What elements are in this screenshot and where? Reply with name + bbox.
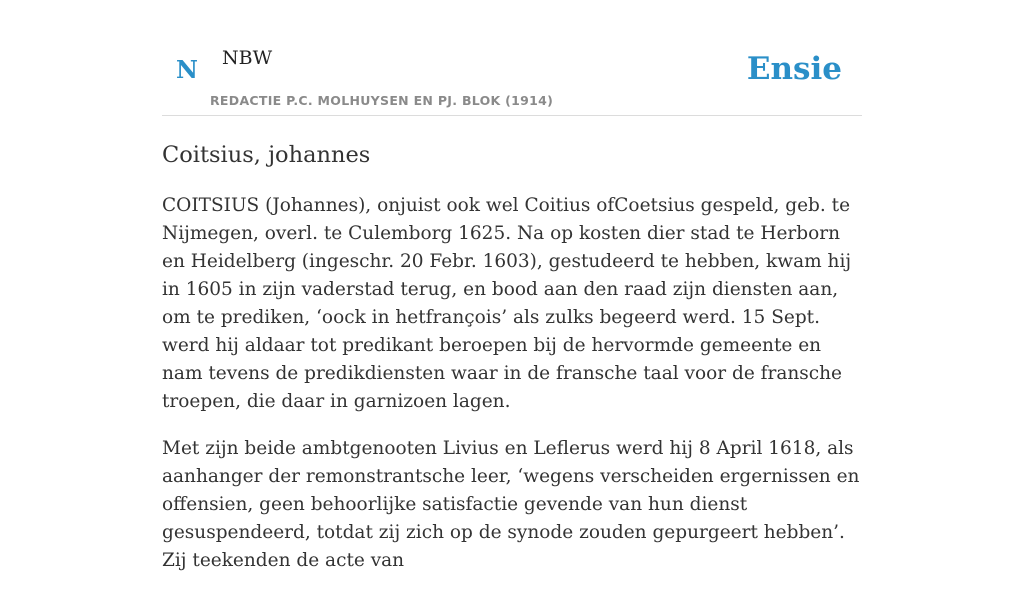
brand-logo[interactable]: Ensie — [746, 51, 842, 87]
article-body — [162, 192, 862, 594]
article-paragraph: COITSIUS (Johannes), onjuist ook wel Coitius ofCoetsius gespeld, geb. te Nijmegen, overl. te Culemborg 1625. Na op kosten dier stad te Herborn en Heidelberg (ingeschr. 20 Febr. 1603), gestudeerd te hebben, kwam hij in 1605 in zijn vaderstad terug, en bood aan den raad zijn diensten aan, om te prediken, ‘oock in hetfrançois’ als zulks begeerd werd. 15 Sept. werd hij aldaar tot predikant beroepen bij de hervormde gemeente en nam tevens de predikdiensten waar in de fransche taal voor de fransche troepen, die daar in garnizoen lagen. — [162, 195, 852, 412]
source-subtitle: REDACTIE P.C. MOLHUYSEN EN PJ. BLOK (1914) — [210, 93, 554, 108]
header — [162, 0, 862, 116]
article-title: Coitsius, johannes — [162, 142, 371, 168]
article-paragraph: Met zijn beide ambtgenooten Livius en Leflerus werd hij 8 April 1618, als aanhanger der remonstrantsche leer, ‘wegens verscheiden ergernissen en offensien, geen behoorlijke satisfactie gevende van hun dienst gesuspendeerd, totdat zij zich op de synode zouden gepurgeert hebben’. Zij teekenden de acte van — [162, 438, 860, 571]
content-container — [162, 0, 862, 571]
source-logo[interactable]: N — [176, 55, 198, 84]
source-title[interactable]: NBW — [222, 47, 273, 69]
